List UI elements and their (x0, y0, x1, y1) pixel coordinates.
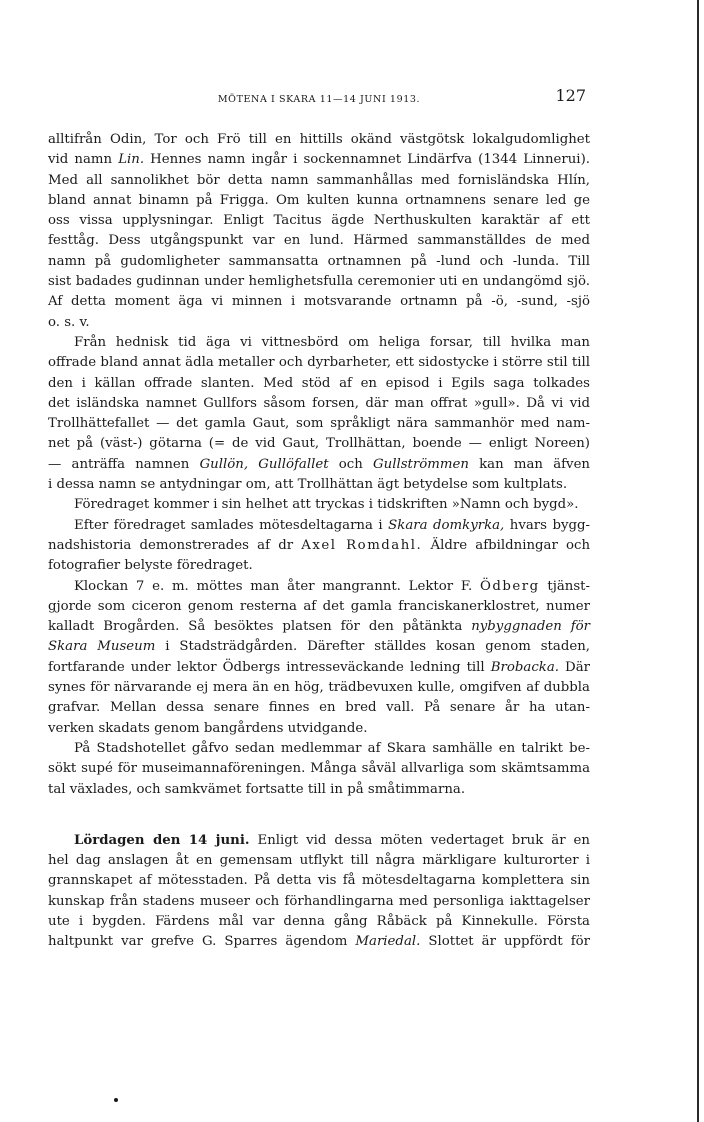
text-line: ute i bygden. Färdens mål var denna gång Råbäck på Kinnekulle. Första (48, 913, 590, 929)
spaced-name: Axel Romdahl. (301, 537, 423, 553)
text-line: den i källan offrade slanten. Med stöd af en episod i Egils saga tolkades (48, 375, 590, 391)
text-line: Skara Museum i Stadsträdgården. Därefter ställdes kosan genom staden, (48, 639, 590, 655)
text-line: Lördagen den 14 juni. Enligt vid dessa möten vedertaget bruk är en (74, 832, 590, 848)
text-line: Föredraget kommer i sin helhet att tryckas i tidskriften »Namn och bygd». (74, 497, 579, 513)
italic-term: Gullströmmen (373, 456, 469, 472)
italic-term: Mariedal. (355, 934, 421, 950)
text-line: bland annat binamn på Frigga. Om kulten kunna ortnamnens senare led ge (48, 192, 590, 208)
book-page (48, 86, 590, 953)
text-line: nadshistoria demonstrerades af dr Axel Romdahl. Äldre afbildningar och (48, 537, 591, 553)
text-line: vid namn Lin. Hennes namn ingår i sockennamnet Lindärfva (1344 Linnerui). (48, 152, 590, 168)
text-line: offrade bland annat ädla metaller och dyrbarheter, ett sidostycke i större stil till (48, 355, 590, 371)
text-line: tal växlades, och samkvämet fortsatte till in på småtimmarna. (48, 781, 466, 797)
text-line: Från hednisk tid äga vi vittnesbörd om heliga forsar, till hvilka man (74, 334, 590, 350)
ink-dot (114, 1098, 118, 1102)
text-line: Klockan 7 e. m. möttes man åter mangrannt. Lektor F. Ödberg tjänst- (74, 578, 590, 594)
text-line: grannskapet af mötesstaden. På detta vis få mötesdeltagarna komplettera sin (48, 873, 590, 889)
italic-term: Brobacka. (490, 659, 559, 675)
body-text (48, 130, 590, 953)
text-line: kunskap från stadens museer och förhandlingarna med personliga iakttagelser (48, 893, 590, 909)
text-line: synes för närvarande ej mera än en hög, trädbevuxen kulle, omgifven af dubbla (48, 680, 590, 696)
text-line: På Stadshotellet gåfvo sedan medlemmar af Skara samhälle en talrikt be- (74, 740, 590, 756)
text-line: i dessa namn se antydningar om, att Trollhättan ägt betydelse som kultplats. (48, 477, 568, 493)
text-line: verken skadats genom bangårdens utvidgande. (48, 720, 368, 736)
italic-term: Skara domkyrka, (388, 517, 505, 533)
italic-term: Gullön, Gullöfallet (199, 456, 329, 472)
text-line: net på (väst-) götarna (= de vid Gaut, Trollhättan, boende — enligt Noreen) (48, 436, 590, 452)
text-line: sist badades gudinnan under hemlighetsfulla ceremonier uti en undangömd sjö. (48, 274, 590, 290)
text-line: o. s. v. (48, 314, 90, 330)
page-header (48, 86, 590, 110)
section-date-heading: Lördagen den 14 juni. (74, 832, 250, 848)
text-line: grafvar. Mellan dessa senare finnes en bred vall. På senare år ha utan- (48, 700, 590, 716)
text-line: sökt supé för museimannaföreningen. Många såväl allvarliga som skämtsamma (48, 761, 590, 777)
text-line: hel dag anslagen åt en gemensam utflykt till några märkligare kulturorter i (48, 853, 590, 869)
text-line: festtåg. Dess utgångspunkt var en lund. Härmed sammanställdes de med (48, 233, 590, 249)
italic-term: Skara Museum (48, 639, 156, 655)
text-line: oss vissa upplysningar. Enligt Tacitus ägde Nerthuskulten karaktär af ett (48, 213, 590, 229)
page-number: 127 (555, 86, 586, 105)
spaced-name: Ödberg (479, 578, 540, 594)
text-line: alltifrån Odin, Tor och Frö till en hittills okänd västgötsk lokalgudomlighet (48, 132, 590, 147)
text-line: gjorde som ciceron genom resterna af det gamla franciskanerklostret, numer (48, 598, 590, 614)
text-line: namn på gudomligheter sammansatta ortnamnen på -lund och -lunda. Till (48, 253, 590, 269)
text-line: Med all sannolikhet bör detta namn sammanhållas med fornisländska Hlín, (48, 172, 590, 188)
italic-term: Lin. (118, 152, 145, 168)
text-line: haltpunkt var grefve G. Sparres ägendom Mariedal. Slottet är uppfördt för (48, 934, 590, 950)
text-line: fotografier belyste föredraget. (48, 558, 253, 574)
text-line: Af detta moment äga vi minnen i motsvarande ortnamn på -ö, -sund, -sjö (48, 294, 590, 310)
text-line: Efter föredraget samlades mötesdeltagarna i Skara domkyrka, hvars bygg- (74, 517, 590, 533)
italic-term: nybyggnaden för (471, 619, 590, 635)
text-line: Trollhättefallet — det gamla Gaut, som språkligt nära sammanhör med nam- (48, 416, 590, 432)
running-head: MÖTENA I SKARA 11—14 JUNI 1913. (217, 94, 421, 105)
text-line: det isländska namnet Gullfors såsom forsen, där man offrat »gull». Då vi vid (48, 395, 590, 411)
text-line: fortfarande under lektor Ödbergs intresseväckande ledning till Brobacka. Där (48, 659, 590, 675)
text-line: — anträffa namnen Gullön, Gullöfallet och Gullströmmen kan man äfven (48, 456, 590, 472)
text-line: kalladt Brogården. Så besöktes platsen för den påtänkta nybyggnaden för (48, 619, 590, 635)
scan-edge-line (697, 0, 699, 1122)
